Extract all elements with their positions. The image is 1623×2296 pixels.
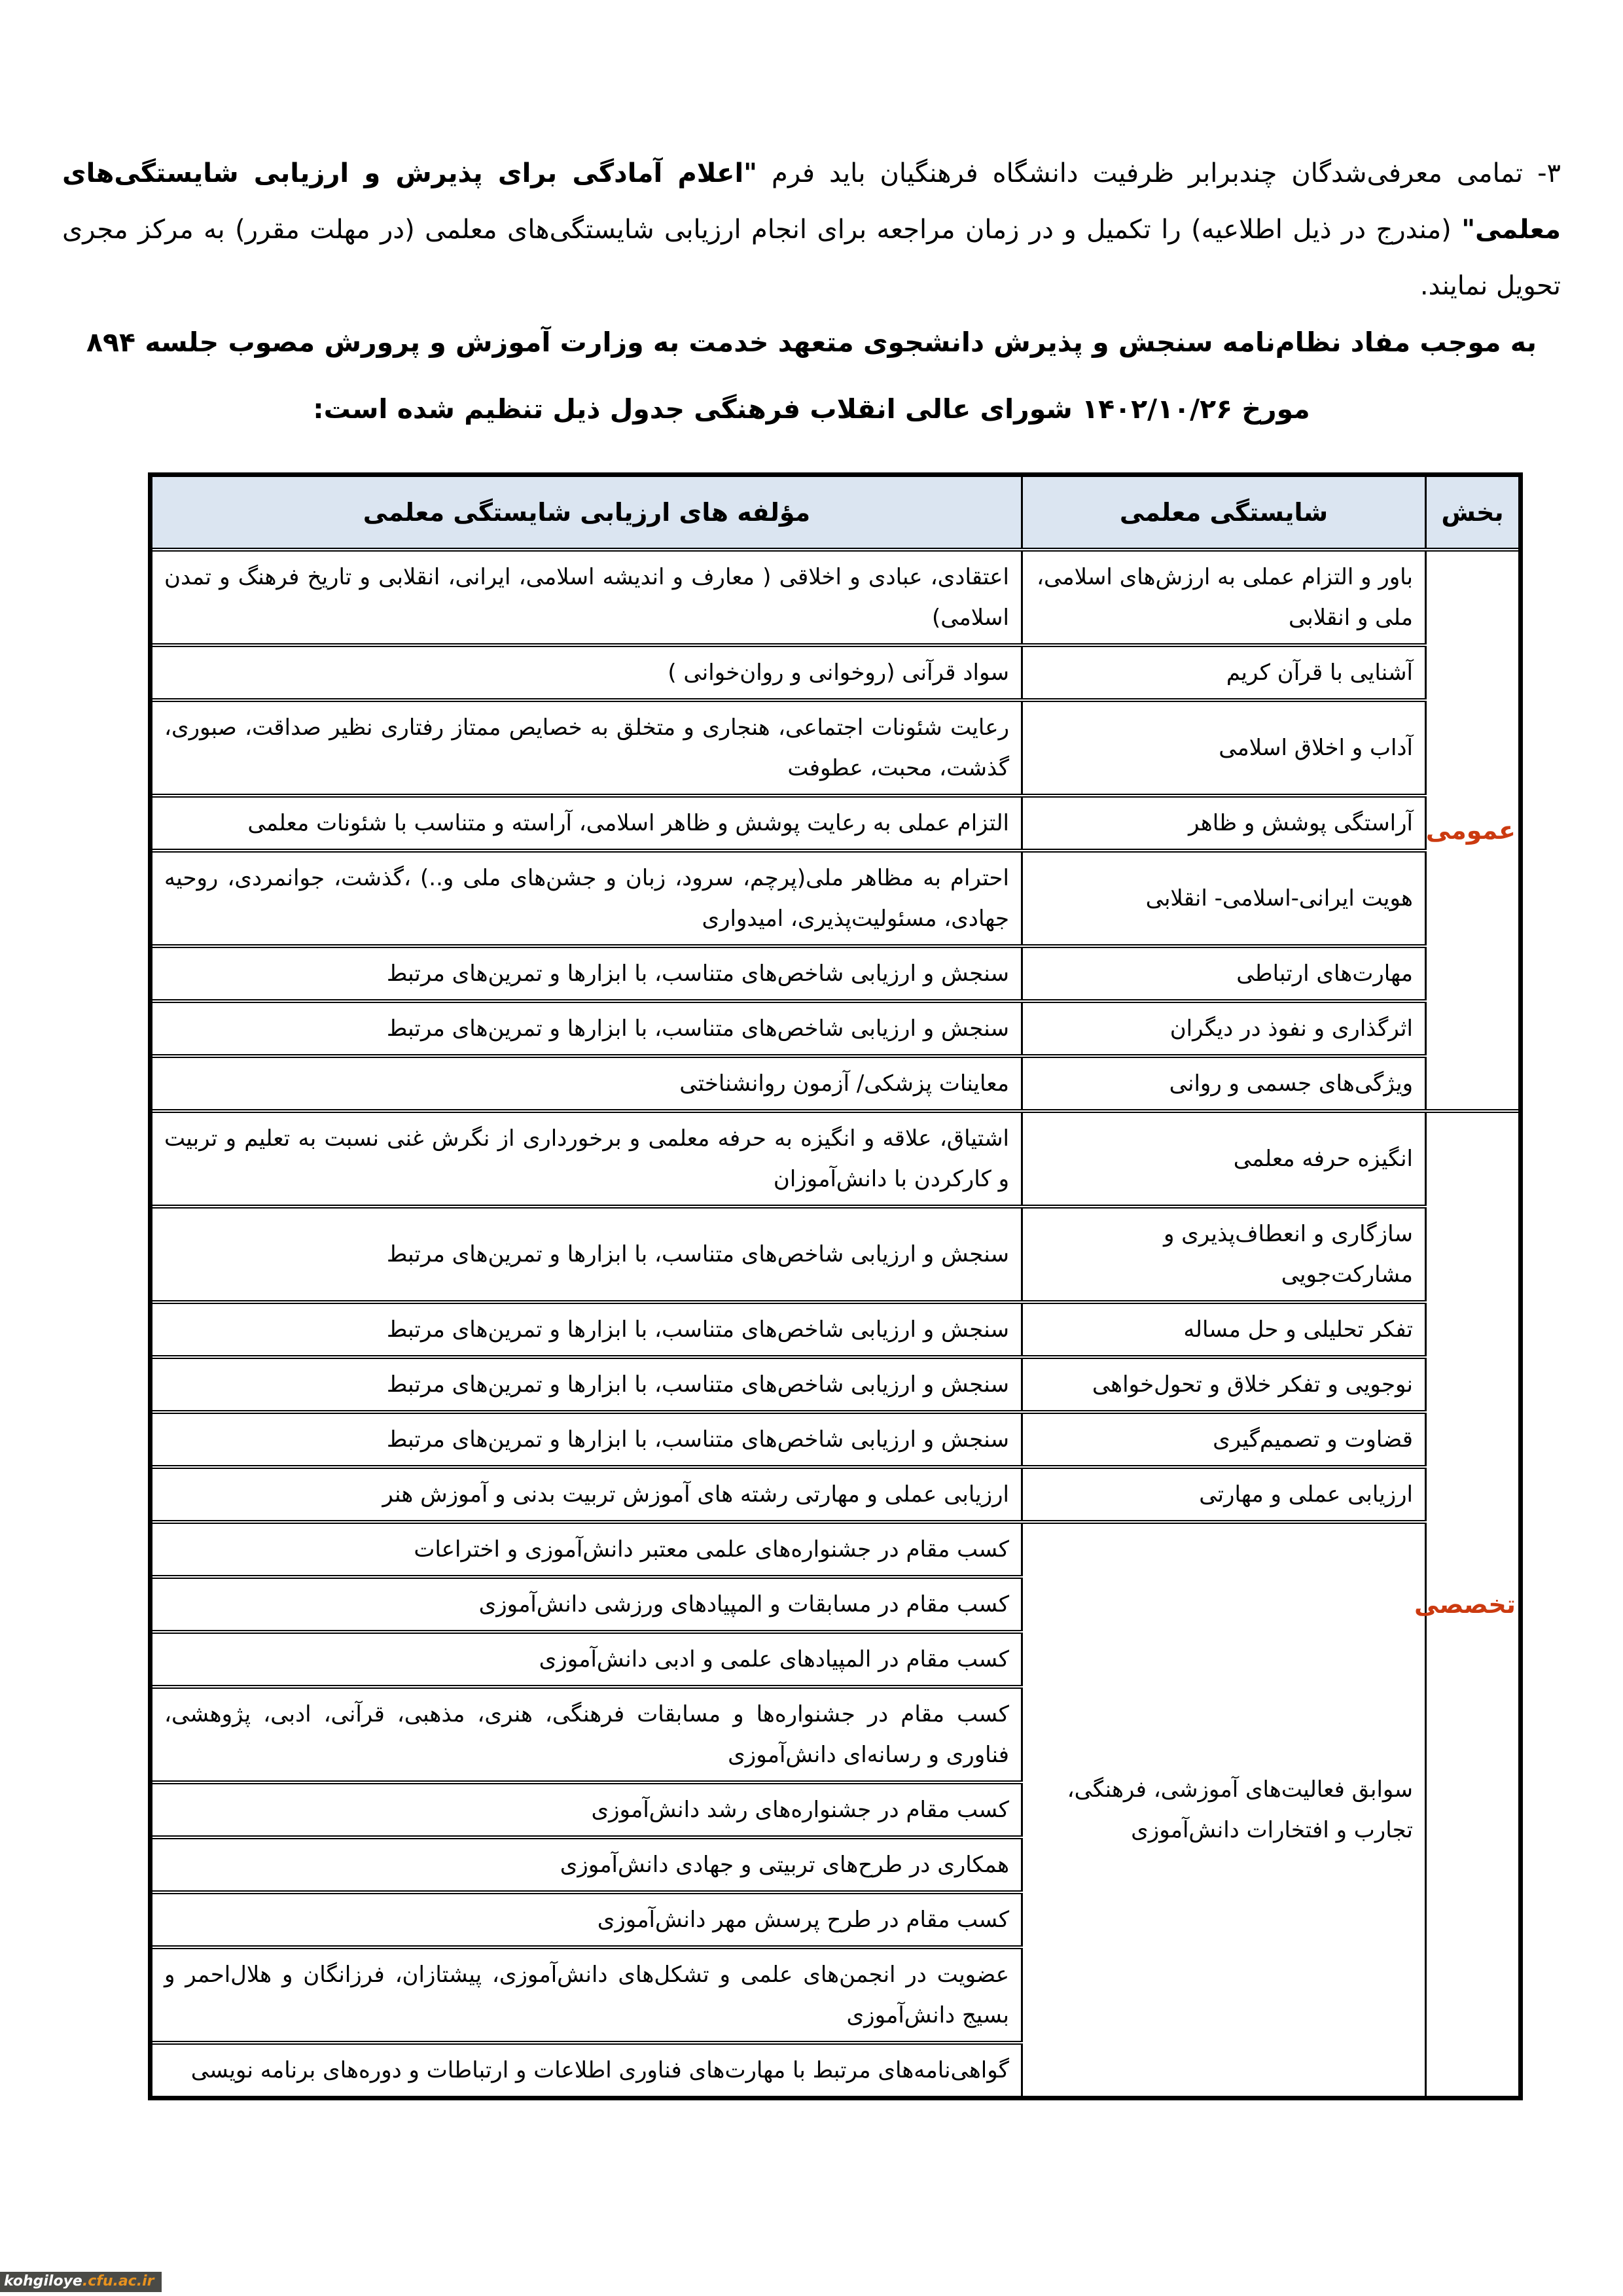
- col-header-section: بخش: [1426, 475, 1521, 550]
- competency-cell: نوجویی و تفکر خلاق و تحول‌خواهی: [1022, 1357, 1426, 1412]
- component-cell: کسب مقام در طرح پرسش مهر دانش‌آموزی: [151, 1892, 1022, 1947]
- competency-cell: آداب و اخلاق اسلامی: [1022, 700, 1426, 796]
- col-header-components: مؤلفه های ارزیابی شایستگی معلمی: [151, 475, 1022, 550]
- table-row: [151, 700, 1521, 796]
- competency-cell: هویت ایرانی-اسلامی- انقلابی: [1022, 851, 1426, 946]
- table-row: [151, 1522, 1521, 1577]
- table-row: [151, 1111, 1521, 1207]
- watermark-site-name: kohgiloye: [4, 2273, 82, 2289]
- competency-cell: انگیزه حرفه معلمی: [1022, 1111, 1426, 1207]
- header-row: [151, 475, 1521, 550]
- competency-table: [148, 472, 1523, 2100]
- competency-cell: آراستگی پوشش و ظاهر: [1022, 796, 1426, 851]
- component-cell: سنجش و ارزیابی شاخص‌های متناسب، با ابزارها و تمرین‌های مرتبط: [151, 1302, 1022, 1357]
- table-body: [151, 550, 1521, 2098]
- competency-cell: تفکر تحلیلی و حل مساله: [1022, 1302, 1426, 1357]
- table-header: [151, 475, 1521, 550]
- table-row: [151, 550, 1521, 645]
- component-cell: سنجش و ارزیابی شاخص‌های متناسب، با ابزارها و تمرین‌های مرتبط: [151, 1412, 1022, 1467]
- component-cell: کسب مقام در جشنواره‌ها و مسابقات فرهنگی، هنری، مذهبی، قرآنی، ادبی، پژوهشی، فناوری و رسانه‌ای دانش‌آموزی: [151, 1687, 1022, 1782]
- table-row: [151, 1467, 1521, 1522]
- component-cell: سنجش و ارزیابی شاخص‌های متناسب، با ابزارها و تمرین‌های مرتبط: [151, 1357, 1022, 1412]
- competency-cell: قضاوت و تصمیم‌گیری: [1022, 1412, 1426, 1467]
- competency-cell: سازگاری و انعطاف‌پذیری و مشارکت‌جویی: [1022, 1207, 1426, 1302]
- table-row: [151, 1001, 1521, 1056]
- competency-cell: سوابق فعالیت‌های آموزشی، فرهنگی، تجارب و افتخارات دانش‌آموزی: [1022, 1522, 1426, 2098]
- component-cell: سواد قرآنی (روخوانی و روان‌خوانی ): [151, 645, 1022, 700]
- watermark-site-domain: .cfu.ac.ir: [82, 2273, 154, 2289]
- table-row: [151, 1207, 1521, 1302]
- competency-cell: اثرگذاری و نفوذ در دیگران: [1022, 1001, 1426, 1056]
- component-cell: همکاری در طرح‌های تربیتی و جهادی دانش‌آموزی: [151, 1837, 1022, 1892]
- component-cell: معاینات پزشکی/ آزمون روانشناختی: [151, 1056, 1022, 1111]
- component-cell: احترام به مظاهر ملی(پرچم، سرود، زبان و جشن‌های ملی و..) ،گذشت، جوانمردی، روحیه جهادی، مسئولیت‌پذیری، امیدواری: [151, 851, 1022, 946]
- component-cell: اعتقادی، عبادی و اخلاقی ( معارف و اندیشه اسلامی، ایرانی، انقلابی و تاریخ فرهنگ و تمدن اسلامی): [151, 550, 1022, 645]
- regulation-heading: به موجب مفاد نظام‌نامه سنجش و پذیرش دانشجوی متعهد خدمت به وزارت آموزش و پرورش مصوب جلسه ۸۹۴ مورخ ۱۴۰۲/۱۰/۲۶ شورای عالی انقلاب فرهنگی جدول ذیل تنظیم شده است:: [86, 327, 1537, 425]
- table-row: [151, 1357, 1521, 1412]
- component-cell: کسب مقام در مسابقات و المپیادهای ورزشی دانش‌آموزی: [151, 1577, 1022, 1632]
- component-cell: التزام عملی به رعایت پوشش و ظاهر اسلامی، آراسته و متناسب با شئونات معلمی: [151, 796, 1022, 851]
- component-cell: سنجش و ارزیابی شاخص‌های متناسب، با ابزارها و تمرین‌های مرتبط: [151, 946, 1022, 1001]
- component-cell: اشتیاق، علاقه و انگیزه به حرفه معلمی و برخورداری از نگرش غنی نسبت به تعلیم و تربیت و کارکردن با دانش‌آموزان: [151, 1111, 1022, 1207]
- component-cell: گواهی‌نامه‌های مرتبط با مهارت‌های فناوری اطلاعات و ارتباطات و دوره‌های برنامه نویسی: [151, 2043, 1022, 2098]
- intro-text-post: (مندرج در ذیل اطلاعیه) را تکمیل و در زمان مراجعه برای انجام ارزیابی شایستگی‌های معلمی (در مهلت مقرر) به مرکز مجری تحویل نمایند.: [62, 215, 1561, 301]
- competency-cell: ارزیابی عملی و مهارتی: [1022, 1467, 1426, 1522]
- competency-cell: آشنایی با قرآن کریم: [1022, 645, 1426, 700]
- intro-text-pre: ۳- تمامی معرفی‌شدگان چندبرابر ظرفیت دانشگاه فرهنگیان باید فرم: [757, 158, 1561, 188]
- competency-cell: مهارت‌های ارتباطی: [1022, 946, 1426, 1001]
- competency-cell: ویژگی‌های جسمی و روانی: [1022, 1056, 1426, 1111]
- table-row: [151, 851, 1521, 946]
- col-header-competency: شایستگی معلمی: [1022, 475, 1426, 550]
- intro-paragraph: [62, 145, 1561, 314]
- component-cell: کسب مقام در المپیادهای علمی و ادبی دانش‌آموزی: [151, 1632, 1022, 1687]
- table-row: [151, 645, 1521, 700]
- intro-form-title: "اعلام آمادگی برای پذیرش و ارزیابی شایستگی‌های معلمی": [62, 158, 1561, 245]
- table-row: [151, 946, 1521, 1001]
- site-watermark: [0, 2272, 162, 2292]
- table-row: [151, 796, 1521, 851]
- competency-cell: باور و التزام عملی به ارزش‌های اسلامی، ملی و انقلابی: [1022, 550, 1426, 645]
- component-cell: سنجش و ارزیابی شاخص‌های متناسب، با ابزارها و تمرین‌های مرتبط: [151, 1207, 1022, 1302]
- section-cell: عمومی: [1426, 550, 1521, 1111]
- component-cell: سنجش و ارزیابی شاخص‌های متناسب، با ابزارها و تمرین‌های مرتبط: [151, 1001, 1022, 1056]
- table-row: [151, 1412, 1521, 1467]
- component-cell: ارزیابی عملی و مهارتی رشته های آموزش تربیت بدنی و آموزش هنر: [151, 1467, 1022, 1522]
- table-row: [151, 1056, 1521, 1111]
- component-cell: کسب مقام در جشنواره‌های علمی معتبر دانش‌آموزی و اختراعات: [151, 1522, 1022, 1577]
- component-cell: عضویت در انجمن‌های علمی و تشکل‌های دانش‌آموزی، پیشتازان، فرزانگان و هلال‌احمر و بسیج دانش‌آموزی: [151, 1947, 1022, 2043]
- component-cell: کسب مقام در جشنواره‌های رشد دانش‌آموزی: [151, 1782, 1022, 1837]
- component-cell: رعایت شئونات اجتماعی، هنجاری و متخلق به خصایص ممتاز رفتاری نظیر صداقت، صبوری، گذشت، محبت، عطوفت: [151, 700, 1022, 796]
- table-row: [151, 1302, 1521, 1357]
- section-cell: تخصصی: [1426, 1111, 1521, 2098]
